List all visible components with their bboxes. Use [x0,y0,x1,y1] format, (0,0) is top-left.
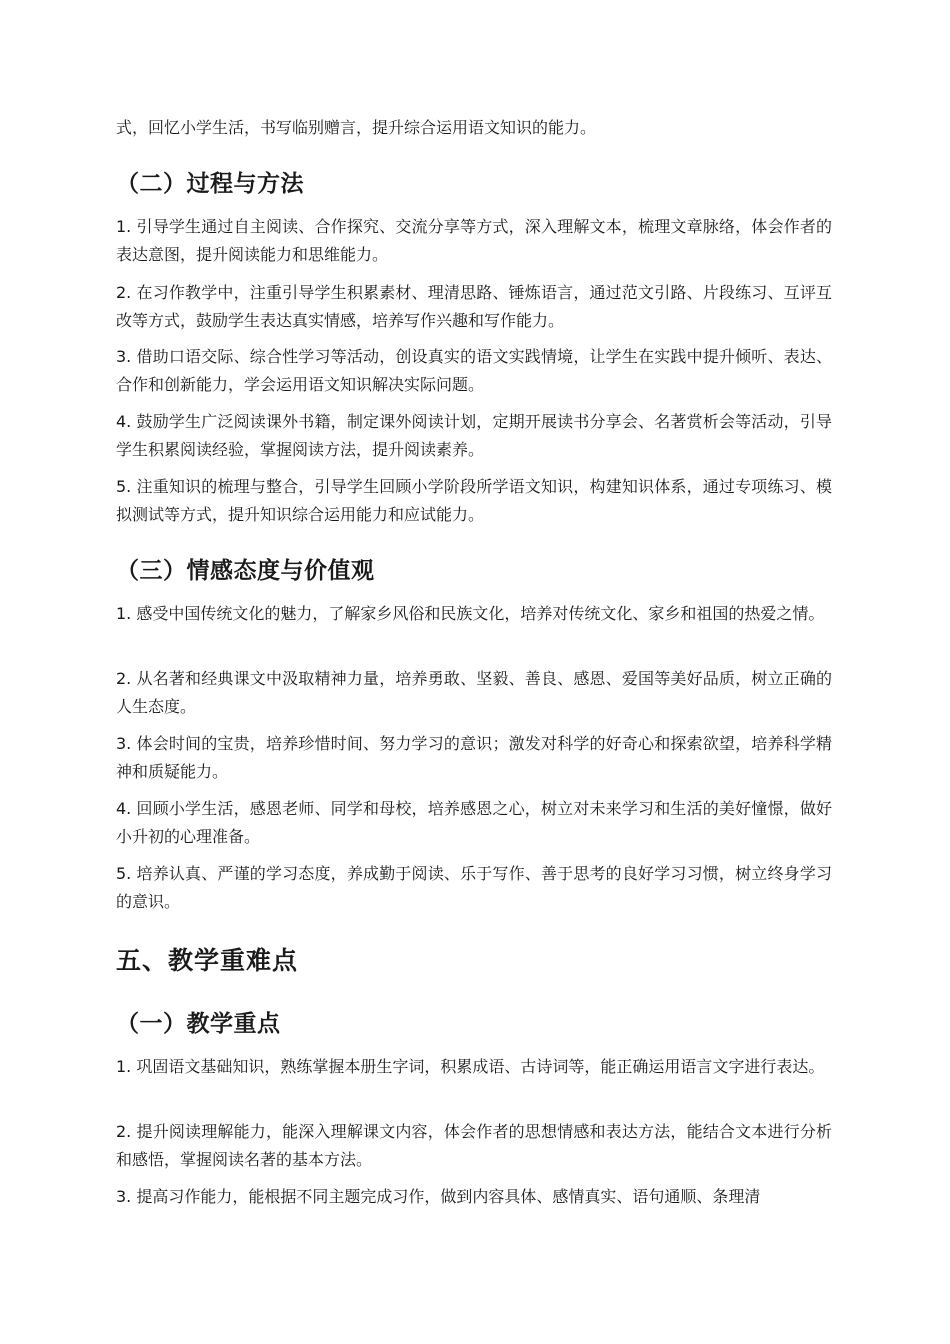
values-item-4: 4. 回顾小学生活，感恩老师、同学和母校，培养感恩之心，树立对未来学习和生活的美好憧憬，做好小升初的心理准备。 [116,799,832,846]
section-process-heading: （二）过程与方法 [116,171,304,197]
intro-paragraph: 式，回忆小学生活，书写临别赠言，提升综合运用语文知识的能力。 [116,118,597,137]
values-item-3: 3. 体会时间的宝贵，培养珍惜时间、努力学习的意识；激发对科学的好奇心和探索欲望，培养科学精神和质疑能力。 [116,734,832,781]
key-item-1: 1. 巩固语文基础知识，熟练掌握本册生字词，积累成语、古诗词等，能正确运用语言文字进行表达。 [116,1057,825,1076]
chapter-heading: 五、教学重难点 [116,946,299,975]
key-item-2: 2. 提升阅读理解能力，能深入理解课文内容，体会作者的思想情感和表达方法，能结合文本进行分析和感悟，掌握阅读名著的基本方法。 [116,1122,832,1169]
values-item-5: 5. 培养认真、严谨的学习态度，养成勤于阅读、乐于写作、善于思考的良好学习习惯，树立终身学习的意识。 [116,864,832,911]
section-key-heading: （一）教学重点 [116,1011,281,1037]
process-item-1: 1. 引导学生通过自主阅读、合作探究、交流分享等方式，深入理解文本，梳理文章脉络，体会作者的表达意图，提升阅读能力和思维能力。 [116,217,832,264]
values-item-2: 2. 从名著和经典课文中汲取精神力量，培养勇敢、坚毅、善良、感恩、爱国等美好品质，树立正确的人生态度。 [116,669,832,716]
process-item-3: 3. 借助口语交际、综合性学习等活动，创设真实的语文实践情境，让学生在实践中提升倾听、表达、合作和创新能力，学会运用语文知识解决实际问题。 [116,347,832,394]
key-item-3: 3. 提高习作能力，能根据不同主题完成习作，做到内容具体、感情真实、语句通顺、条理清 [116,1187,761,1206]
process-item-5: 5. 注重知识的梳理与整合，引导学生回顾小学阶段所学语文知识，构建知识体系，通过专项练习、模拟测试等方式，提升知识综合运用能力和应试能力。 [116,477,832,524]
process-item-2: 2. 在习作教学中，注重引导学生积累素材、理清思路、锤炼语言，通过范文引路、片段练习、互评互改等方式，鼓励学生表达真实情感，培养写作兴趣和写作能力。 [116,283,832,330]
values-item-1: 1. 感受中国传统文化的魅力，了解家乡风俗和民族文化，培养对传统文化、家乡和祖国的热爱之情。 [116,604,825,623]
process-item-4: 4. 鼓励学生广泛阅读课外书籍，制定课外阅读计划，定期开展读书分享会、名著赏析会等活动，引导学生积累阅读经验，掌握阅读方法，提升阅读素养。 [116,412,832,459]
section-values-heading: （三）情感态度与价值观 [116,558,375,584]
